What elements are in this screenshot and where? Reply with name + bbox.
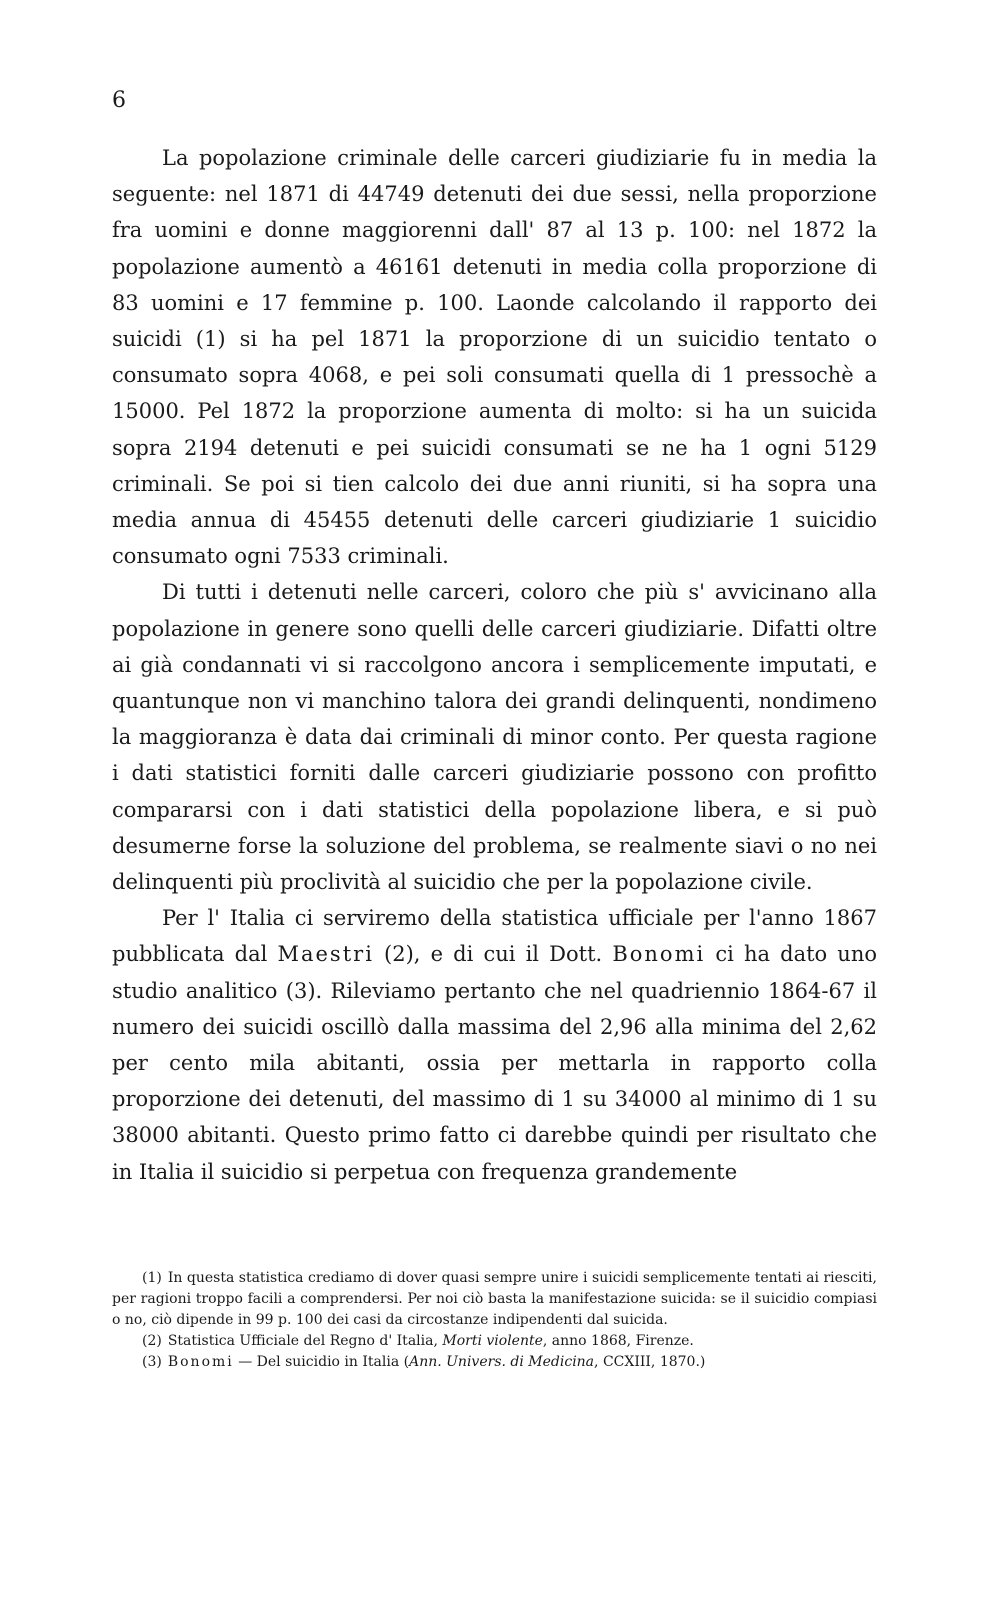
footnote-2-text-end: , anno 1868, Firenze.	[542, 1333, 694, 1349]
paragraph-1: La popolazione criminale delle carceri giudiziarie fu in media la seguente: nel 1871 di 44749 detenuti dei due sessi, nella proporzione fra uomini e donne maggiorenni dall' 87 al 13 p. 100: nel 1872 la popolazione aumentò a 46161 detenuti in media colla proporzione di 83 uomini e 17 femmine p. 100. Laonde calcolando il rapporto dei suicidi (1) si ha pel 1871 la proporzione di un suicidio tentato o consumato sopra 4068, e pei soli consumati quella di 1 pressochè a 15000. Pel 1872 la proporzione aumenta di molto: si ha un suicida sopra 2194 detenuti e pei suicidi consumati se ne ha 1 ogni 5129 criminali. Se poi si tien calcolo dei due anni riuniti, si ha sopra una media annua di 45455 detenuti delle carceri giudiziarie 1 suicidio consumato ogni 7533 criminali.	[112, 146, 877, 569]
footnote-2-number: (2)	[142, 1333, 162, 1349]
paragraph-3-part-1: Per l' Italia ci serviremo della statistica ufficiale per l'anno 1867 pubblicata dal	[112, 906, 877, 967]
footnote-3-text: — Del suicidio in Italia (	[233, 1354, 410, 1370]
page-number: 6	[112, 88, 126, 113]
footnote-2-italic-title: Morti violente	[442, 1333, 543, 1349]
paragraph-3	[112, 900, 877, 1190]
footnotes	[112, 1268, 877, 1373]
footnote-3-text-end: , CCXIII, 1870.)	[594, 1354, 706, 1370]
footnote-3-italic-journal: Ann. Univers. di Medicina	[409, 1354, 595, 1370]
footnote-1	[112, 1268, 877, 1331]
author-name-bonomi: Bonomi	[612, 942, 706, 967]
paragraph-3-part-2: (2), e di cui il Dott.	[373, 942, 613, 967]
footnote-3-author: Bonomi	[167, 1354, 234, 1370]
paragraph-2: Di tutti i detenuti nelle carceri, coloro che più s' avvicinano alla popolazione in genere sono quelli delle carceri giudiziarie. Difatti oltre ai già condannati vi si raccolgono ancora i semplicemente imputati, e quantunque non vi manchino talora dei grandi delinquenti, nondimeno la maggioranza è data dai criminali di minor conto. Per questa ragione i dati statistici forniti dalle carceri giudiziarie possono con profitto compararsi con i dati statistici della popolazione libera, e si può desumerne forse la soluzione del problema, se realmente siavi o no nei delinquenti più proclività al suicidio che per la popolazione civile.	[112, 580, 877, 895]
footnote-3	[112, 1352, 877, 1373]
author-name-maestri: Maestri	[277, 942, 374, 967]
footnote-2	[112, 1331, 877, 1352]
footnote-1-number: (1)	[142, 1270, 162, 1286]
body-text	[112, 140, 877, 1190]
paragraph-3-part-3: ci ha dato uno studio analitico (3). Rileviamo pertanto che nel quadriennio 1864-67 il numero dei suicidi oscillò dalla massima del 2,96 alla minima del 2,62 per cento mila abitanti, ossia per mettarla in rapporto colla proporzione dei detenuti, del massimo di 1 su 34000 al minimo di 1 su 38000 abitanti. Questo primo fatto ci darebbe quindi per risultato che in Italia il suicidio si perpetua con frequenza grandemente	[112, 942, 877, 1184]
footnote-1-text: In questa statistica crediamo di dover quasi sempre unire i suicidi semplicemente tentati ai riesciti, per ragioni troppo facili a comprendersi. Per noi ciò basta la manifestazione suicida: se il suicidio compiasi o no, ciò dipende in 99 p. 100 dei casi da circostanze indipendenti dal suicida.	[112, 1270, 877, 1328]
footnote-3-number: (3)	[142, 1354, 162, 1370]
footnote-2-text: Statistica Ufficiale del Regno d' Italia,	[167, 1333, 443, 1349]
